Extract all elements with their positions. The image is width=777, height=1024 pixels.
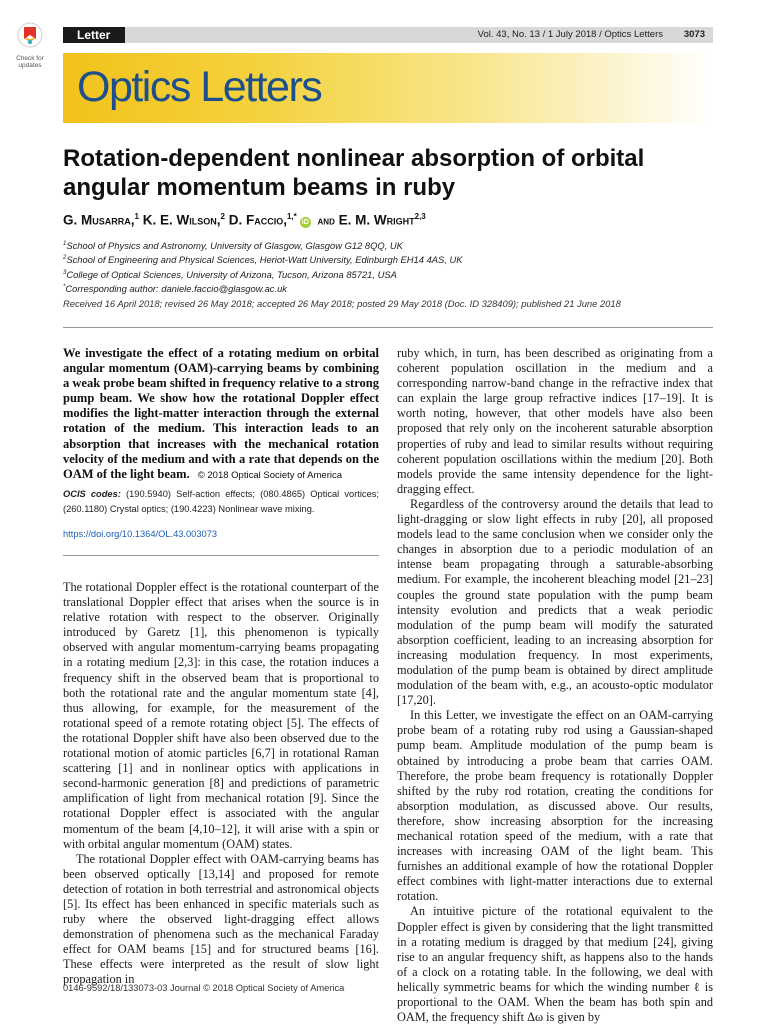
author-affil-sup: 2,3 <box>414 212 426 221</box>
journal-banner <box>63 53 713 123</box>
abstract <box>63 346 379 483</box>
body-paragraph: Regardless of the controversy around the details that lead to light-dragging or slow light effects in ruby [20], all proposed models lead to the same conclusion when we consider only the changes in absorption due to a periodic modulation of an intense beam propagating through a saturable-absorbing medium. For example, the incoherent bleaching model [21–23] couples the ground state population with the pump beam intensity evolution and predicts that a weak periodic modulation of the pump beam will modify the saturated absorption coefficient, leading to an increasing absorption for increasing modulation frequency. In most experiments, modulation of the pump beam is obtained by direct amplitude modulation of the beam with, e.g., an acousto-optic modulator [17,20]. <box>397 496 713 708</box>
ocis-text: (190.5940) Self-action effects; (080.4865) Optical vortices; (260.1180) Crystal optics; (190.4223) Nonlinear wave mixing. <box>63 489 379 514</box>
affiliation-text: College of Optical Sciences, University of Arizona, Tucson, Arizona 85721, USA <box>66 268 397 280</box>
crossmark-icon <box>17 22 43 48</box>
body-column-right <box>397 346 713 1024</box>
issue-info: Vol. 43, No. 13 / 1 July 2018 / Optics Letters <box>477 29 663 40</box>
section-label: Letter <box>63 27 125 43</box>
affiliation-sup: 2 <box>63 255 67 262</box>
affiliation-line <box>63 252 463 266</box>
author-name[interactable]: D. Faccio, <box>228 212 287 228</box>
paper-title: Rotation-dependent nonlinear absorption of orbital angular momentum beams in ruby <box>63 145 645 201</box>
author-name[interactable]: K. E. Wilson, <box>142 212 221 228</box>
ocis-label: OCIS codes: <box>63 489 121 499</box>
running-header <box>63 27 713 43</box>
received-dates: Received 16 April 2018; revised 26 May 2018; accepted 26 May 2018; posted 29 May 2018 (Doc. ID 328409); published 21 June 2018 <box>63 298 621 309</box>
divider <box>63 327 713 328</box>
ocis-codes <box>63 487 379 517</box>
check-for-updates-badge[interactable] <box>10 22 50 68</box>
affiliation-text: School of Physics and Astronomy, University of Glasgow, Glasgow G12 8QQ, UK <box>66 240 403 252</box>
author-name[interactable]: G. Musarra, <box>63 212 135 228</box>
journal-name: Optics Letters <box>77 63 322 111</box>
author-affil-sup: 1 <box>134 212 139 221</box>
affiliation-sup: * <box>63 283 66 290</box>
author-conjunction: and <box>317 215 335 228</box>
author-name[interactable]: E. M. Wright <box>338 212 415 228</box>
crossmark-text: Check for updates <box>16 55 44 69</box>
author-affil-sup: 1,* <box>286 212 297 221</box>
page-footer: 0146-9592/18/133073-03 Journal © 2018 Optical Society of America <box>63 983 345 993</box>
corresponding-author[interactable]: Corresponding author: daniele.faccio@glasgow.ac.uk <box>65 283 287 295</box>
body-paragraph: The rotational Doppler effect with OAM-carrying beams has been observed optically [13,14] and proposed for remote detection of rotation in both terrestrial and astronomical objects [5]. Its effect has been enhanced in specific materials such as ruby where the observed light-dragging effect allows demonstration of phenomena such as the mechanical Faraday effect for OAM beams [15] and for structured beams [16]. These effects were interpreted as the result of slow light propagation in <box>63 851 379 987</box>
affiliation-line <box>63 238 463 252</box>
affiliation-text: School of Engineering and Physical Sciences, Heriot-Watt University, Edinburgh EH14 4AS, UK <box>66 254 463 266</box>
divider <box>63 555 379 556</box>
body-paragraph: The rotational Doppler effect is the rotational counterpart of the translational Doppler effect that arises when the source is in relative rotation with respect to the observer. Originally introduced by Garetz [1], this phenomenon is typically observed with angular momentum-carrying beams propagating in a rotating medium [2,3]: in this case, the rotation induces a frequency shift in the observed beam that is proportional to both the rotational rate and the angular momentum state [4], thus allowing, for example, for the measurement of the rotational speed of a remote rotating object [5]. The effects of the rotational Doppler shift have also been observed due to the rotational motion of atomic particles [6,7] in rotational Raman scattering [1] and in nonlinear optics with applications in second-harmonic generation [8] and predictions of parametric amplification of light from mechanical rotation [9]. Since the rotational Doppler effect is associated with the angular momentum of the beam [4,10–12], it will arise with a spin or with orbital angular momentum (OAM) states. <box>63 580 379 851</box>
affiliations <box>63 238 463 295</box>
abstract-text: We investigate the effect of a rotating medium on orbital angular momentum (OAM)-carrying beams by combining a weak probe beam shifted in frequency relative to a strong pump beam. We show how the rotational Doppler effect modifies the light-matter interaction through the external rotation of the medium. This interaction leads to an absorption that increases with the mechanical rotation velocity of the medium and with a rate that depends on the OAM of the light beam. <box>63 346 379 481</box>
author-affil-sup: 2 <box>220 212 225 221</box>
doi-link[interactable]: https://doi.org/10.1364/OL.43.003073 <box>63 529 218 539</box>
affiliation-line <box>63 281 463 295</box>
affiliation-line <box>63 267 463 281</box>
body-paragraph: In this Letter, we investigate the effect on an OAM-carrying probe beam of a rotating ruby rod using a Gaussian-shaped pump beam. Amplitude modulation of the pump beam is obtained by introducing a probe beam that carries OAM. Therefore, the probe beam frequency is rotationally Doppler shifted by the ruby rod rotation, creating the conditions for absorption modulation, as discussed above. Our results, therefore, show increasing absorption for the increasing mechanical rotation speed of the medium, with a rate that increases with increasing OAM of the light beam. This furnishes an additional example of how the rotational Doppler effect combines with light-matter interactions due to external rotation. <box>397 708 713 904</box>
author-list <box>63 212 426 228</box>
body-paragraph: ruby which, in turn, has been described as originating from a coherent population oscillation in the medium and a corresponding narrow-band change in the refractive index that can explain the large group refractive indices [17–19]. It is worth noting, however, that other models have also been proposed that rely only on the incoherent saturable absorption properties of ruby and lead to similar results without requiring coherent population oscillations within the medium [20]. Both models provide the same intensity dependence for the light-dragging effect. <box>397 346 713 496</box>
affiliation-sup: 3 <box>63 269 67 276</box>
copyright: © 2018 Optical Society of America <box>197 469 343 481</box>
affiliation-sup: 1 <box>63 241 67 247</box>
body-column-left <box>63 580 379 988</box>
page-number: 3073 <box>683 29 705 40</box>
orcid-icon[interactable]: iD <box>301 218 309 226</box>
body-paragraph: An intuitive picture of the rotational equivalent to the Doppler effect is given by considering that the light transmitted in a rotating medium is dragged by that medium [24], giving rise to an angular frequency shift, as happens also to the hands of a clock on a rotating table. In the following, we deal with helically symmetric beams for which the winding number ℓ is proportional to the OAM. When the beam has both spin and OAM, the frequency shift Δω is given by <box>397 904 713 1024</box>
